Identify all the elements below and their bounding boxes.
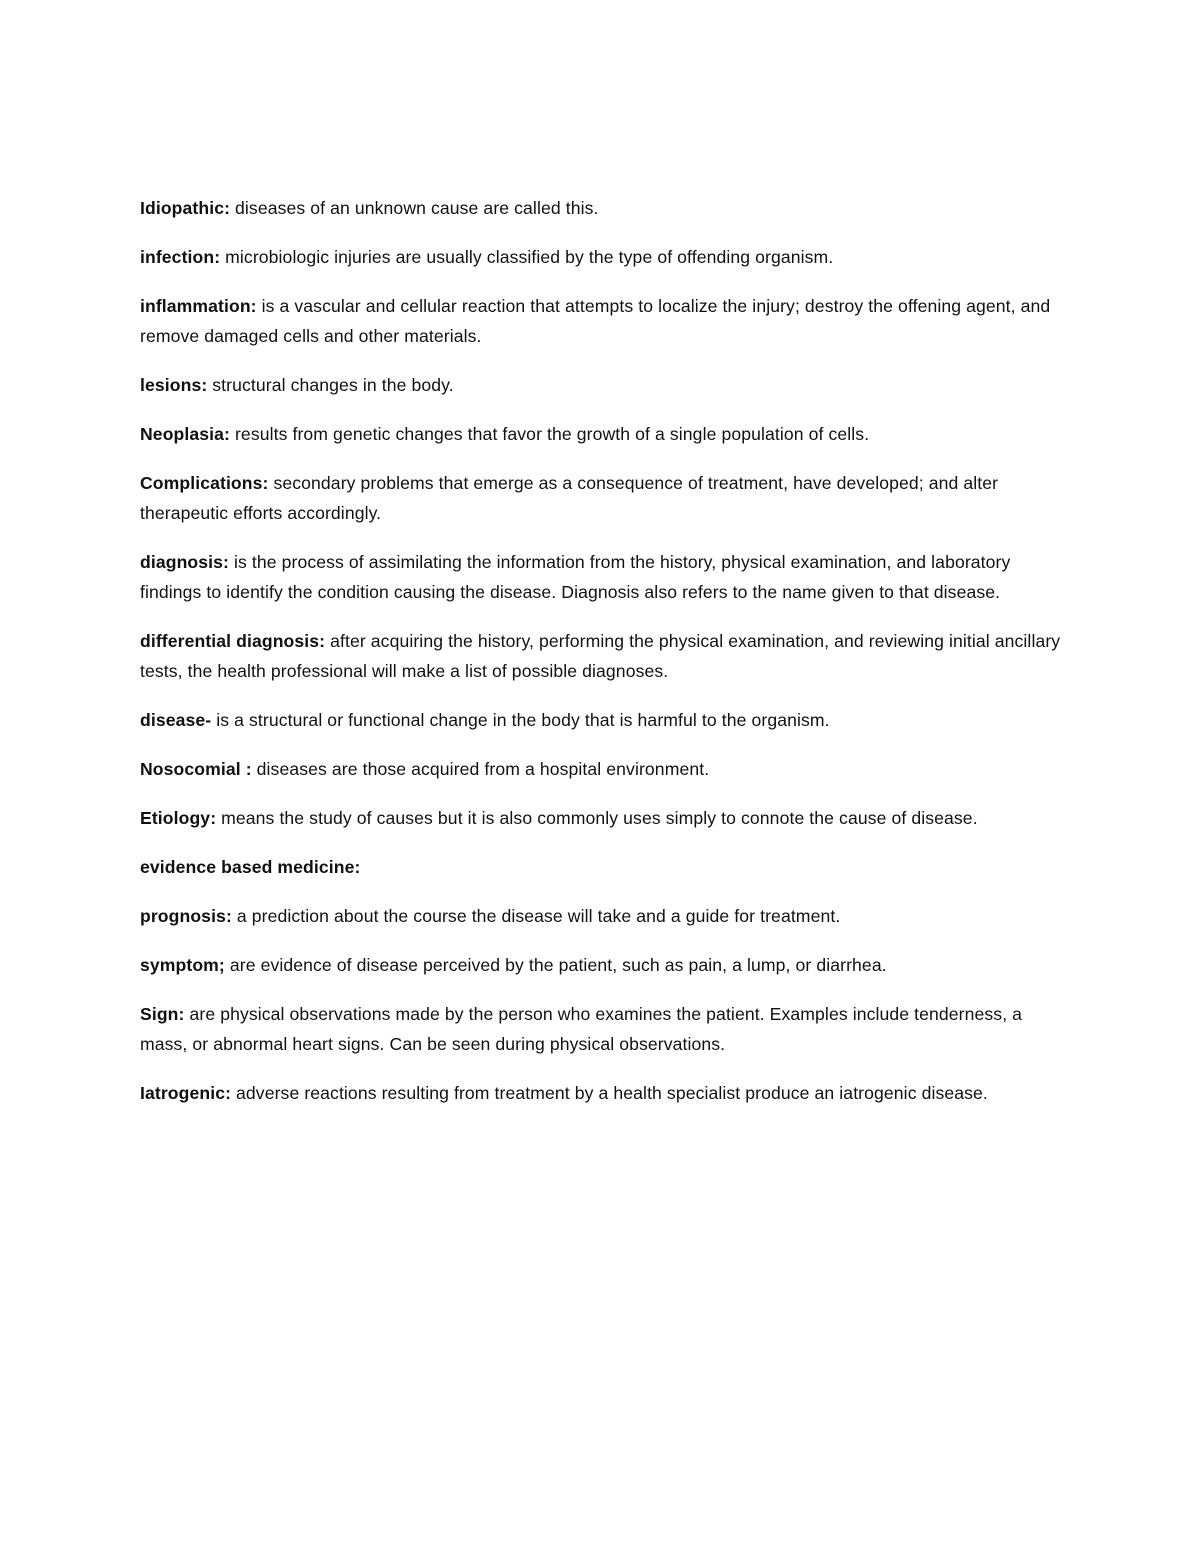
- entry-term: Sign:: [140, 1004, 185, 1024]
- entry-term: Idiopathic:: [140, 198, 231, 218]
- entry-term: evidence based medicine:: [140, 857, 361, 877]
- entry-term: symptom;: [140, 955, 225, 975]
- entry-definition: after acquiring the history, performing the physical examination, and reviewing initial ancillary tests, the health professional will make a list of possible diagnoses.: [140, 631, 1061, 681]
- entry-definition: diseases are those acquired from a hospital environment.: [251, 759, 710, 779]
- entry-definition: is a structural or functional change in the body that is harmful to the organism.: [211, 710, 830, 730]
- entry-term: lesions:: [140, 375, 208, 395]
- entry-definition: adverse reactions resulting from treatment by a health specialist produce an iatrogenic disease.: [231, 1083, 988, 1103]
- entry-term: Iatrogenic:: [140, 1083, 232, 1103]
- glossary-entry-diagnosis: [140, 547, 1065, 607]
- entry-term: Neoplasia:: [140, 424, 230, 444]
- entry-term: prognosis:: [140, 906, 232, 926]
- entry-term: Complications:: [140, 473, 269, 493]
- entry-definition: are physical observations made by the person who examines the patient. Examples include tenderness, a mass, or abnormal heart signs. Can be seen during physical observations.: [140, 1004, 1023, 1054]
- entry-definition: microbiologic injuries are usually classified by the type of offending organism.: [220, 247, 834, 267]
- glossary-entry-symptom: [140, 950, 1065, 980]
- glossary-entry-complications: [140, 468, 1065, 528]
- glossary-entry-idiopathic: [140, 193, 1065, 223]
- entry-definition: means the study of causes but it is also commonly uses simply to connote the cause of disease.: [216, 808, 978, 828]
- entry-definition: a prediction about the course the disease will take and a guide for treatment.: [231, 906, 841, 926]
- entry-term: diagnosis:: [140, 552, 229, 572]
- entry-definition: structural changes in the body.: [207, 375, 454, 395]
- glossary-entry-evidence-based-medicine: [140, 852, 1065, 882]
- glossary-entry-infection: [140, 242, 1065, 272]
- entry-definition: diseases of an unknown cause are called this.: [230, 198, 599, 218]
- glossary-entry-disease: [140, 705, 1065, 735]
- entry-term: inflammation:: [140, 296, 257, 316]
- glossary-entry-neoplasia: [140, 419, 1065, 449]
- glossary-entry-etiology: [140, 803, 1065, 833]
- entry-term: infection:: [140, 247, 221, 267]
- entry-definition: results from genetic changes that favor the growth of a single population of cells.: [229, 424, 870, 444]
- glossary-entry-sign: [140, 999, 1065, 1059]
- entry-term: Nosocomial :: [140, 759, 252, 779]
- glossary-entry-iatrogenic: [140, 1078, 1065, 1108]
- glossary-entry-nosocomial: [140, 754, 1065, 784]
- entry-term: Etiology:: [140, 808, 217, 828]
- glossary: [140, 193, 1065, 1127]
- entry-term: disease-: [140, 710, 212, 730]
- glossary-entry-lesions: [140, 370, 1065, 400]
- glossary-entry-inflammation: [140, 291, 1065, 351]
- entry-definition: are evidence of disease perceived by the patient, such as pain, a lump, or diarrhea.: [224, 955, 887, 975]
- entry-definition: secondary problems that emerge as a consequence of treatment, have developed; and alter therapeutic efforts accordingly.: [140, 473, 999, 523]
- entry-definition: is a vascular and cellular reaction that attempts to localize the injury; destroy the offening agent, and remove damaged cells and other materials.: [140, 296, 1051, 346]
- glossary-entry-differential-diagnosis: [140, 626, 1065, 686]
- glossary-entry-prognosis: [140, 901, 1065, 931]
- entry-term: differential diagnosis:: [140, 631, 326, 651]
- entry-definition: is the process of assimilating the information from the history, physical examination, and laboratory findings to identify the condition causing the disease. Diagnosis also refers to the name given to that disease.: [140, 552, 1011, 602]
